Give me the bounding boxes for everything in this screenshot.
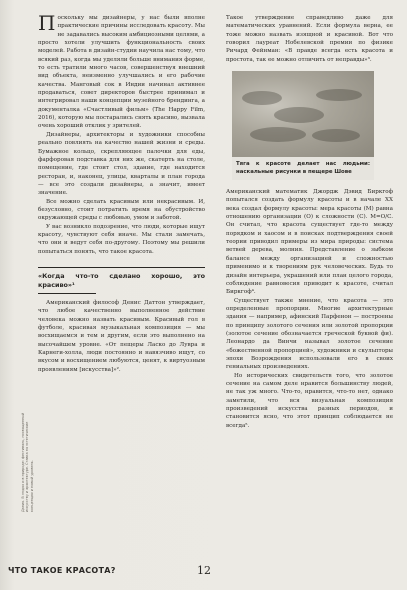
- subheading-rule: [38, 293, 96, 294]
- drop-cap: П: [38, 11, 56, 35]
- intro-text: оскольку мы дизайнеры, у нас были вполне практические причины исследовать красоту. Мы не задавались высоким амбициозными целями, а просто хотели улучшить функциональность своих моделей. Работа в дизайн-студии научила нас тому, что всякий раз, когда мы уделяли больше внимания форме, то есть тратили много часов, совершенствуя внешний вид объекта, неизменно улучшались и его рабочие качества. Манговый сок в Индии начинал активнее продаваться, совет директоров быстрее принимал и интегрировал наши концепции музейного брендинга, а документалка «Счастливый фильм» (The Happy Film, 2016), которую мы постарались снять красиво, вызвала очень хороший отклик у зрителей.: [38, 15, 205, 130]
- suspicion-paragraph: У вас возникло подозрение, что люди, которые ищут красоту, чувствуют себя иначе. Мы стали замечать, что они и ведут себя по-другому. Поэтому мы решили попытаться понять, что такое красота.: [38, 223, 205, 255]
- page-number: 12: [197, 564, 211, 577]
- figure-caption: Тяга к красоте делает нас людьми: наскальные рисунки в пещере Шове: [232, 157, 374, 180]
- left-text-column: [38, 11, 205, 374]
- proportion-paragraph: Существует также мнение, что красота — это определенные пропорции. Многие архитектурные здания — например, афинский Парфенон — построены по принципу золотого сечения или золотой пропорции (золотое сечение обозначается греческой буквой фи). Леонардо да Винчи называл золотое сечение «божественной пропорцией», художники и скульпторы эпохи Возрождения использовали его в своих гениальных произведениях.: [226, 297, 393, 371]
- intro-paragraph: [38, 11, 205, 131]
- right-text-column: [226, 14, 393, 430]
- formula-paragraph: Такое утверждение справедливо даже для математических уравнений. Если формула верна, ее тоже можно назвать изящной и красивой. Вот что говорил лауреат Нобелевской премии по физике Ричард Фейнман: «В правде всегда есть красота и простота, так ее можно отличить от неправды»³.: [226, 15, 393, 63]
- golden-ratio-paragraph: Но исторических свидетельств того, что золотое сечение на самом деле нравится большинству людей, не так уж много. Что-то, нравится, что-то нет, однако заметили, что вся визуальная композиция произведений искусства разных периодов, и становится ясно, что этот принцип соблюдается не всегда⁵.: [226, 372, 393, 429]
- birkhoff-paragraph: Американский математик Джордж Дэвид Биркгоф попытался создать формулу красоты и в начале XX века создал формулу красоты: мера красоты (M) равна отношению организации (O) к сложности (C). M=O/C. Он считал, что красота существует где-то между порядком и хаосом и в поисках подтверждения своей теории приводил примеры из мира природы: система ветвей дерева, молния. Представление о зыбком балансе между организацией и сложностью применимо и к творениям рук человеческих. Будь то дизайн интерьера, украшений или план целого города, соблюдение равновесия приводит к красоте, считал Биркгоф⁴.: [226, 189, 393, 296]
- section-subheading: «Когда что-то сделано хорошо, это красиво»¹: [38, 267, 205, 290]
- cave-painting-photo: [232, 71, 374, 157]
- rotated-side-note: Дания. В людях и в природе: фестиваль, посвященный искусству и архитектуре. Ставка на эстетические концепции и новый уровень.: [21, 412, 34, 512]
- cave-painting-figure: [226, 71, 393, 180]
- dutton-paragraph: Американский философ Денис Даттон утверждает, что любое качественно выполненное действие человека можно назвать красивым. Красивый гол в футболе, красивая музыкальная композиция — мы восхищаемся и тем и другим, если это выполнено на высочайшем уровне. «От пещеры Ласко до Лувра и Карнеги-холла, люди постоянно и навязчиво ищут, со вкусом и восхищением любуются, ценят, к виртуозным проявлениям [искусства]»².: [38, 299, 205, 373]
- designers-paragraph: Дизайнеры, архитекторы и художники способны реально повлиять на качество нашей жизни и среды. Бумажное кольцо, скрепляющее палочки для еды, фарфоровая подставка для них же, скатерть на столе, помещение, где стоит стол, здание, где находится ресторан, и, наконец, улицы, кварталы и план города — все это создали дизайнеры, а значит, имеет значение.: [38, 131, 205, 197]
- beauty-paragraph: Все можно сделать красивым или некрасивым. И, безусловно, стоит потратить время на обустройство окружающей среды с любовью, умом и заботой.: [38, 198, 205, 222]
- running-footer-title: ЧТО ТАКОЕ КРАСОТА?: [8, 566, 116, 575]
